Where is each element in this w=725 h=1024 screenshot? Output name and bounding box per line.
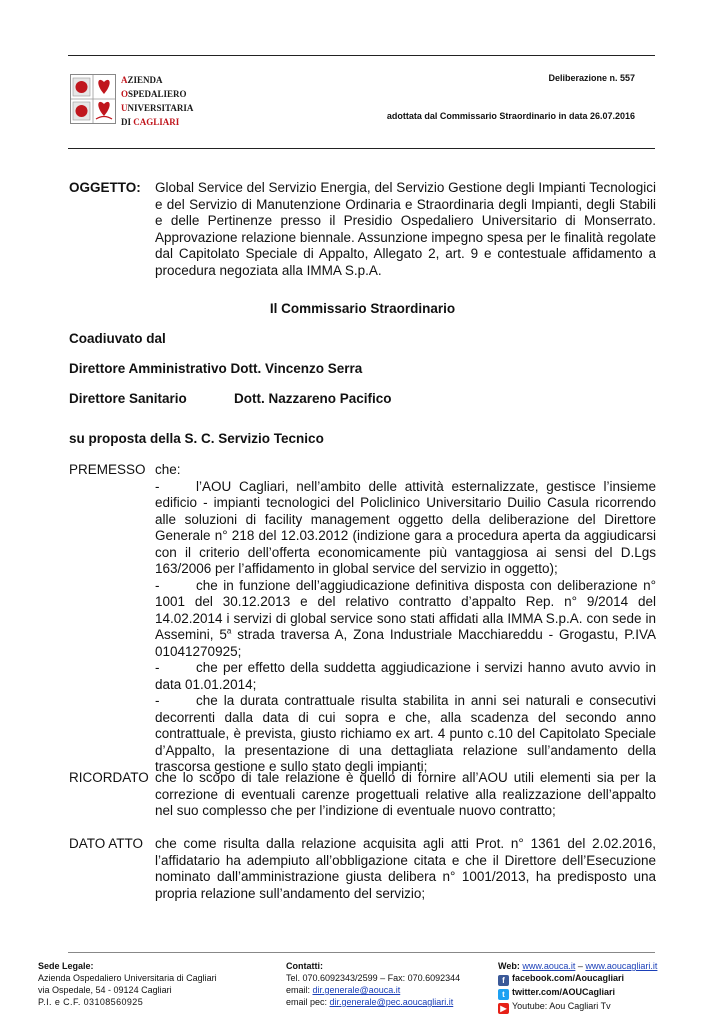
web-label: Web:	[498, 961, 523, 971]
web-link-aouca[interactable]: www.aouca.it	[522, 961, 576, 971]
header-bottom-rule	[68, 148, 655, 149]
ricordato-text: che lo scopo di tale relazione è quello di fornire all’AOU utili elementi sia per la correzione di eventuali carenze progettuali relative alla realizzazione dell’appalto nel suo complesso che per l’indizione di eventuale nuovo contratto;	[155, 770, 656, 818]
facebook-icon: f	[498, 975, 509, 986]
proposal-line: su proposta della S. C. Servizio Tecnico	[69, 431, 324, 446]
premesso-item-text: che in funzione dell’aggiudicazione definitiva disposta con deliberazione n° 1001 del 30.12.2013 e del relativo contratto d’appalto Rep. n° 9/2014 del 14.02.2014 i servizi di global service sono stati affidati alla IMMA S.p.A. con sede in Assemini, 5	[155, 577, 656, 642]
org-city: CAGLIARI	[133, 117, 180, 127]
youtube-icon: ▶	[498, 1003, 509, 1014]
subject-label: OGGETTO:	[69, 180, 141, 195]
seat-line: via Ospedale, 54 - 09124 Cagliari	[38, 985, 172, 995]
youtube-text: Youtube: Aou Cagliari Tv	[512, 1001, 611, 1011]
dash-marker: -	[155, 577, 160, 593]
health-director-name: Dott. Nazzareno Pacifico	[234, 391, 392, 406]
administrative-director: Direttore Amministrativo Dott. Vincenzo Serra	[69, 361, 363, 376]
seat-line: P.I. e C.F. 03108560925	[38, 997, 144, 1007]
twitter-text: twitter.com/AOUCagliari	[512, 987, 616, 997]
superscript: a	[226, 626, 232, 636]
assisted-by: Coadiuvato dal	[69, 331, 166, 346]
twitter-icon: t	[498, 989, 509, 1000]
premesso-item	[155, 660, 656, 693]
premesso-label: PREMESSO	[69, 462, 146, 477]
facebook-link[interactable]	[498, 972, 657, 986]
org-initial: A	[121, 75, 128, 85]
premesso-item-text: che la durata contrattuale risulta stabilita in anni sei naturali e consecutivi decorrenti dalla data di cui sopra e che, alla scadenza del secondo anno contrattuale, è prevista, giusto richiamo ex art. 4 punto c.10 del Capitolato Speciale d’Appalto, la presentazione di una dettagliata relazione sull’andamento della trascorsa gestione e sullo stato degli impianti;	[155, 693, 656, 774]
web-link-aoucagliari[interactable]: www.aoucagliari.it	[585, 961, 658, 971]
footer-rule	[68, 952, 655, 953]
email-line	[286, 984, 460, 996]
org-word: DI	[121, 117, 134, 127]
dato-atto-label: DATO ATTO	[69, 836, 144, 851]
organization-name	[121, 73, 193, 129]
premesso-block	[155, 462, 656, 776]
header-top-rule	[68, 55, 655, 56]
facebook-text: facebook.com/Aoucagliari	[512, 973, 625, 983]
email-link[interactable]: dir.generale@aouca.it	[312, 985, 401, 995]
hospital-logo	[70, 74, 116, 124]
seat-title: Sede Legale:	[38, 961, 94, 971]
footer-contacts	[286, 960, 460, 1008]
premesso-intro: che:	[155, 462, 181, 477]
dash-marker: -	[155, 693, 160, 708]
pec-link[interactable]: dir.generale@pec.aoucagliari.it	[329, 997, 454, 1007]
pec-label: email pec:	[286, 997, 330, 1007]
adoption-date: adottata dal Commissario Straordinario in data 26.07.2016	[386, 111, 635, 121]
org-initial: U	[121, 103, 128, 113]
twitter-link[interactable]	[498, 986, 657, 1000]
web-line	[498, 960, 657, 972]
ricordato-label: RICORDATO	[69, 770, 149, 785]
seat-line: Azienda Ospedaliero Universitaria di Cagliari	[38, 973, 217, 983]
dash-marker: -	[155, 660, 160, 675]
phone-fax: Tel. 070.6092343/2599 – Fax: 070.6092344	[286, 973, 461, 983]
premesso-item	[155, 578, 656, 661]
web-separator: –	[575, 961, 586, 971]
commissioner-title: Il Commissario Straordinario	[269, 301, 456, 316]
org-word: ZIENDA	[127, 75, 163, 85]
dash-marker: -	[155, 478, 160, 494]
premesso-item-text: strada traversa A, Zona Industriale Macchiareddu - Grogastu, P.IVA 01041270925;	[155, 627, 656, 659]
youtube-link[interactable]	[498, 1000, 657, 1014]
org-word: SPEDALIERO	[128, 89, 187, 99]
dato-atto-text: che come risulta dalla relazione acquisita agli atti Prot. n° 1361 del 2.02.2016, l’affidatario ha adempiuto all’obbligazione citata e che il Direttore dell’Esecuzione nominato dall’amministrazione giusta delibera n° 1001/2013, ha predisposto una propria relazione sull’andamento del servizio;	[155, 836, 656, 901]
deliberation-number: Deliberazione n. 557	[548, 73, 635, 83]
pec-line	[286, 996, 460, 1008]
premesso-item	[155, 479, 656, 578]
contacts-title: Contatti:	[286, 961, 323, 971]
subject-text: Global Service del Servizio Energia, del Servizio Gestione degli Impianti Tecnologici e del Servizio di Manutenzione Ordinaria e Straordinaria degli Impianti, degli Stabili e delle Pertinenze presso il Presidio Ospedaliero Universitario di Monserrato. Approvazione relazione biennale. Assunzione impegno spesa per le finalità regolate dal Capitolato Speciale di Appalto, Allegato 2, art. 9 e contestuale affidamento a procedura negoziata alla IMMA S.p.A.	[155, 180, 656, 278]
premesso-item-text: che per effetto della suddetta aggiudicazione i servizi hanno avuto avvio in data 01.01.2014;	[155, 660, 656, 692]
premesso-item	[155, 693, 656, 776]
footer-seat	[38, 960, 217, 1008]
org-initial: O	[121, 89, 129, 99]
premesso-item-text: l’AOU Cagliari, nell’ambito delle attività esternalizzate, gestisce l’insieme edificio - impianti tecnologici del Policlinico Universitario Duilio Casula ricorrendo alle soluzioni di facility management oggetto della deliberazione del Direttore Generale n° 218 del 12.03.2012 (indizione gara a procedura aperta da aggiudicarsi con il criterio dell’offerta economicamente più vantaggiosa ai sensi del D.Lgs 163/2006 per l’affidamento in global service del servizio in oggetto);	[155, 478, 656, 576]
email-label: email:	[286, 985, 313, 995]
org-word: NIVERSITARIA	[127, 103, 194, 113]
health-director-role: Direttore Sanitario	[69, 391, 187, 406]
footer-web	[498, 960, 657, 1014]
